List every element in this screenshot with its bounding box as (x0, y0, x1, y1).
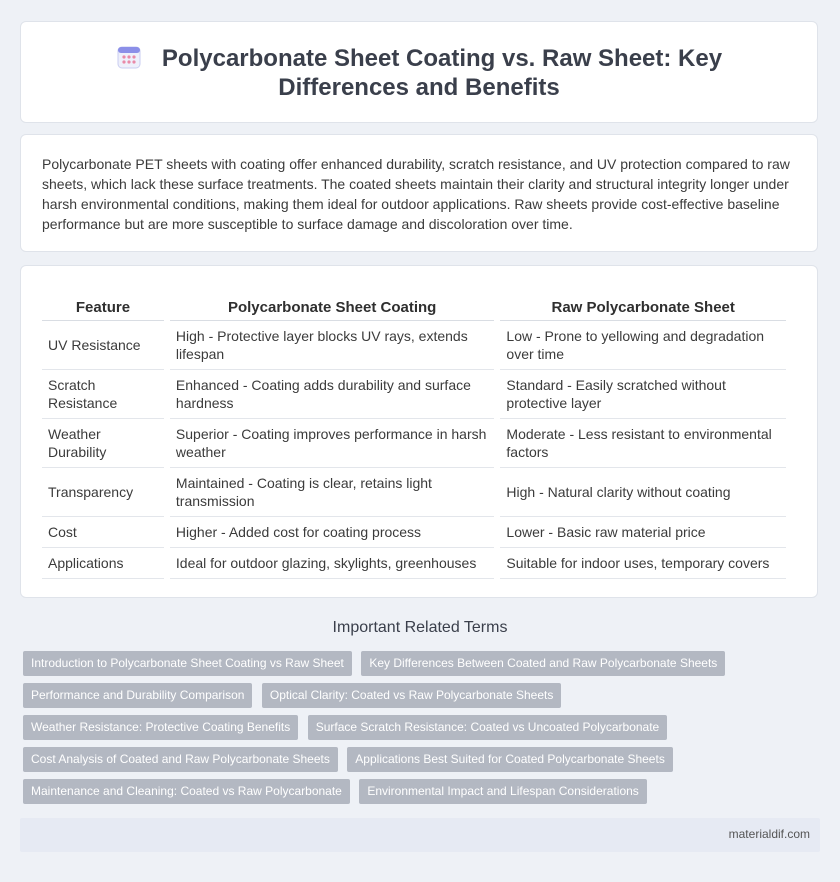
table-cell: Transparency (42, 468, 164, 517)
table-row (42, 419, 786, 468)
related-term-tag[interactable]: Surface Scratch Resistance: Coated vs Uncoated Polycarbonate (308, 715, 668, 740)
calendar-grid-icon (116, 44, 142, 70)
footer-site-link[interactable]: materialdif.com (728, 827, 810, 841)
column-header: Feature (42, 292, 164, 321)
intro-text: Polycarbonate PET sheets with coating offer enhanced durability, scratch resistance, and UV protection compared to raw sheets, which lack these surface treatments. The coated sheets maintain their clarity and structural integrity longer under harsh environmental conditions, making them ideal for outdoor applications. Raw sheets provide cost-effective baseline performance but are more susceptible to surface damage and discoloration over time. (42, 156, 790, 232)
related-term-tag[interactable]: Weather Resistance: Protective Coating Benefits (23, 715, 298, 740)
table-cell: Ideal for outdoor glazing, skylights, greenhouses (170, 548, 494, 579)
table-cell: Lower - Basic raw material price (500, 517, 786, 548)
related-term-tag[interactable]: Applications Best Suited for Coated Polycarbonate Sheets (347, 747, 673, 772)
related-term-tag[interactable]: Optical Clarity: Coated vs Raw Polycarbonate Sheets (262, 683, 561, 708)
page-title (59, 44, 779, 102)
related-term-tag[interactable]: Performance and Durability Comparison (23, 683, 252, 708)
table-cell: Higher - Added cost for coating process (170, 517, 494, 548)
table-cell: Suitable for indoor uses, temporary covers (500, 548, 786, 579)
comparison-table-card (20, 265, 818, 598)
related-term-tag[interactable]: Introduction to Polycarbonate Sheet Coating vs Raw Sheet (23, 651, 352, 676)
table-cell: Low - Prone to yellowing and degradation over time (500, 321, 786, 370)
table-row (42, 468, 786, 517)
page-title-text: Polycarbonate Sheet Coating vs. Raw Sheet: Key Differences and Benefits (161, 45, 723, 101)
table-cell: Maintained - Coating is clear, retains light transmission (170, 468, 494, 517)
table-row (42, 370, 786, 419)
table-cell: Moderate - Less resistant to environmental factors (500, 419, 786, 468)
table-row (42, 548, 786, 579)
table-cell: High - Protective layer blocks UV rays, extends lifespan (170, 321, 494, 370)
table-cell: Scratch Resistance (42, 370, 164, 419)
related-term-tag[interactable]: Maintenance and Cleaning: Coated vs Raw Polycarbonate (23, 779, 350, 804)
related-term-tag[interactable]: Key Differences Between Coated and Raw Polycarbonate Sheets (361, 651, 725, 676)
related-terms-list (23, 651, 823, 811)
related-term-tag[interactable]: Cost Analysis of Coated and Raw Polycarbonate Sheets (23, 747, 338, 772)
header-card (20, 21, 818, 123)
column-header: Raw Polycarbonate Sheet (500, 292, 786, 321)
table-cell: Standard - Easily scratched without protective layer (500, 370, 786, 419)
column-header: Polycarbonate Sheet Coating (170, 292, 494, 321)
table-cell: Enhanced - Coating adds durability and surface hardness (170, 370, 494, 419)
table-cell: High - Natural clarity without coating (500, 468, 786, 517)
table-cell: Applications (42, 548, 164, 579)
table-cell: Cost (42, 517, 164, 548)
related-term-tag[interactable]: Environmental Impact and Lifespan Considerations (359, 779, 647, 804)
table-row (42, 517, 786, 548)
table-header-row (42, 292, 786, 321)
intro-card (20, 134, 818, 252)
related-terms-title: Important Related Terms (332, 619, 508, 636)
table-cell: Superior - Coating improves performance in harsh weather (170, 419, 494, 468)
table-cell: UV Resistance (42, 321, 164, 370)
footer-bar (20, 818, 820, 852)
table-cell: Weather Durability (42, 419, 164, 468)
table-row (42, 321, 786, 370)
comparison-table (36, 292, 792, 579)
